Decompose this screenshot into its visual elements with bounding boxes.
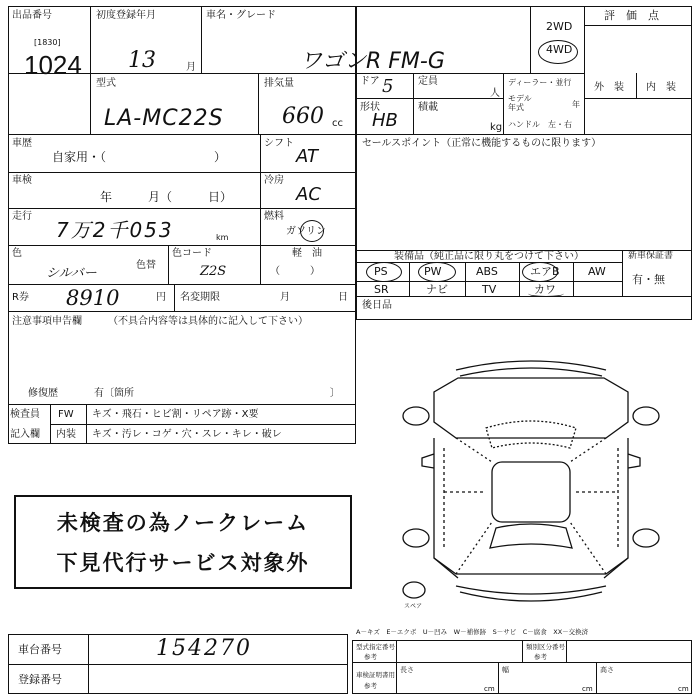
- name-grade-value: ワゴンR FM-G: [300, 49, 445, 74]
- damage-legend: A－キズ E－エクボ U－凹み W－補修跡 S－サビ C－腐食 XX－交換済: [356, 628, 589, 636]
- no-claim-banner: [14, 495, 352, 589]
- mileage-label: 走行: [12, 211, 32, 222]
- exterior-label: 外 装: [594, 82, 624, 93]
- int-value: キズ・汚レ・コゲ・穴・スレ・キレ・破レ: [92, 429, 282, 440]
- width-label: 幅: [502, 666, 509, 674]
- mileage-value: 7万2千053: [56, 218, 174, 242]
- recycle-value: 8910: [66, 286, 120, 310]
- length-label: 長さ: [400, 666, 414, 674]
- repair-value: 有〔箇所: [94, 388, 134, 399]
- cert-sub: 参考: [364, 682, 377, 690]
- load-unit: kg: [490, 122, 503, 133]
- inspector-label2: 記入欄: [10, 429, 40, 440]
- shift-label: シフト: [264, 138, 294, 149]
- width-cm: cm: [582, 685, 593, 693]
- lot-label: 出品番号: [12, 10, 52, 21]
- recycle-label: R券: [12, 292, 29, 303]
- name-change-day: 日: [338, 292, 348, 303]
- equip-navi: ナビ: [426, 283, 448, 296]
- shape-cert-sub: 参考: [364, 653, 377, 661]
- fw-value: キズ・飛石・ヒビ割・リペア跡・X要: [92, 409, 259, 420]
- banner-line2: 下見代行サービス対象外: [56, 551, 310, 575]
- capacity-label: 定員: [418, 76, 438, 87]
- shift-value: AT: [296, 146, 318, 167]
- history-value: 自家用・（ ）: [52, 150, 227, 164]
- height-label: 高さ: [600, 666, 614, 674]
- drive-4wd: 4WD: [546, 43, 573, 56]
- inspector-label1: 検査員: [10, 409, 40, 420]
- equip-airbag: エアB: [530, 265, 560, 278]
- aircon-label: 冷房: [264, 175, 284, 186]
- equip-abs: ABS: [476, 265, 498, 278]
- reg-label: 登録番号: [18, 673, 62, 686]
- history-label: 車歴: [12, 138, 32, 149]
- circle-ps: [366, 262, 402, 282]
- fuel-other: （ ）: [270, 266, 320, 277]
- shape-cert-label: 型式指定番号: [356, 643, 395, 651]
- sales-point-label: セールスポイント（正常に機能するものに限ります）: [362, 138, 602, 149]
- first-reg-month: 月: [186, 62, 196, 73]
- shape-label: 形状: [360, 102, 380, 113]
- first-reg-year: 13: [128, 48, 156, 73]
- lot-number: 1024: [24, 50, 82, 80]
- displacement-label: 排気量: [264, 78, 294, 89]
- eval-label: 評 価 点: [604, 9, 659, 22]
- model-value: LA-MC22S: [104, 106, 224, 131]
- leather-stroke: [528, 290, 564, 297]
- name-change-month: 月: [280, 292, 290, 303]
- fuel-gas: ガソリン: [286, 226, 326, 237]
- chassis-value: 154270: [156, 636, 252, 661]
- equip-aw: AW: [588, 265, 606, 278]
- capacity-unit: 人: [490, 88, 500, 99]
- length-cm: cm: [484, 685, 495, 693]
- fuel-diesel: 軽 油: [292, 248, 322, 259]
- fuel-circle: [300, 220, 324, 242]
- color-change-label: 色替: [136, 260, 156, 271]
- height-cm: cm: [678, 685, 689, 693]
- equip-ps: PS: [374, 265, 388, 278]
- color-code-label: 色コード: [172, 248, 212, 259]
- repair-label: 修復歴: [28, 388, 58, 399]
- aircon-value: AC: [296, 184, 321, 205]
- name-change-label: 名変期限: [180, 292, 220, 303]
- shape-value: HB: [372, 110, 398, 131]
- equipment-label: 装備品（純正品に限り丸をつけて下さい）: [394, 251, 584, 262]
- cert-label: 車検証明書用: [356, 671, 395, 679]
- color-value: シルバー: [46, 266, 97, 281]
- model-label: 型式: [96, 78, 116, 89]
- lot-small: [1830]: [34, 38, 61, 47]
- repair-close: 〕: [330, 388, 340, 399]
- load-label: 積載: [418, 102, 438, 113]
- door-value: 5: [382, 76, 394, 97]
- spare-label: スペア: [404, 603, 423, 610]
- chassis-label: 車台番号: [18, 643, 62, 656]
- fw-label: FW: [58, 409, 74, 420]
- circle-pw: [418, 262, 456, 282]
- drive-2wd: 2WD: [546, 20, 573, 33]
- model-year-label: モデル 年式: [508, 94, 532, 112]
- rear-label: 後日品: [362, 300, 392, 311]
- class-label: 類別区分番号: [526, 643, 565, 651]
- displacement-unit: cc: [332, 118, 343, 129]
- shaken-label: 車検: [12, 175, 32, 186]
- equip-sr: SR: [374, 283, 389, 296]
- interior-label: 内 装: [646, 82, 676, 93]
- class-sub: 参考: [534, 653, 547, 661]
- displacement-value: 660: [282, 104, 324, 129]
- first-reg-label: 初度登録年月: [96, 10, 156, 21]
- caution-label: 注意事項申告欄: [12, 316, 82, 327]
- banner-line1: 未検査の為ノークレーム: [56, 511, 310, 535]
- dealer-label: ディーラー・並行: [508, 78, 572, 87]
- color-label: 色: [12, 248, 22, 259]
- mileage-unit: km: [216, 233, 229, 242]
- recycle-unit: 円: [156, 292, 166, 303]
- door-label: ドア: [360, 76, 380, 87]
- model-year-unit: 年: [572, 100, 580, 109]
- fuel-label: 燃料: [264, 211, 284, 222]
- shaken-value: 年 月（ 日）: [100, 190, 233, 204]
- name-grade-label: 車名・グレード: [206, 10, 276, 21]
- caution-hint: （不具合内容等は具体的に記入して下さい）: [108, 316, 308, 327]
- equip-pw: PW: [424, 265, 442, 278]
- circle-air: [522, 262, 558, 282]
- color-code-value: Z2S: [200, 264, 227, 279]
- new-car-label: 新車保証書: [628, 251, 674, 261]
- equip-leather: カワ: [534, 283, 556, 296]
- equip-tv: TV: [482, 283, 497, 296]
- handle-label: ハンドル 左・右: [508, 120, 572, 129]
- new-car-value: 有・無: [632, 273, 665, 286]
- int-label: 内装: [56, 429, 76, 440]
- car-diagram: [400, 352, 662, 614]
